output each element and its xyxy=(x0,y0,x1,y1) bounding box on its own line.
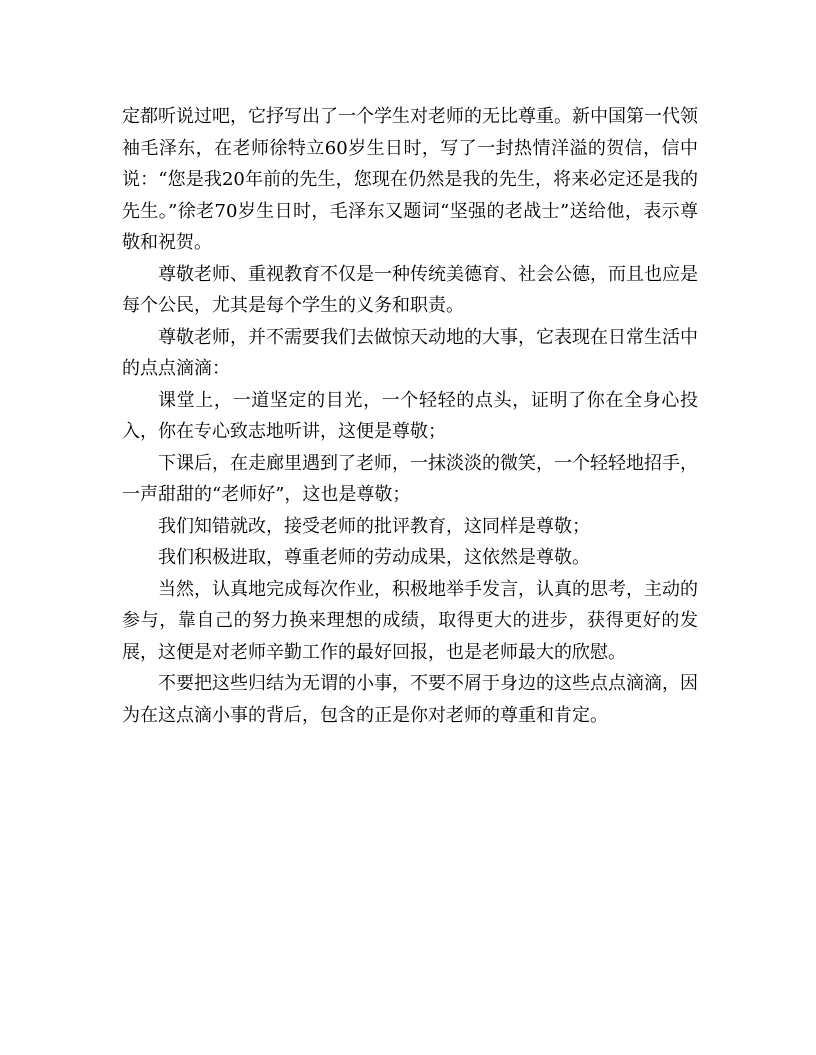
paragraph: 尊敬老师、重视教育不仅是一种传统美德育、社会公德，而且也应是每个公民，尤其是每个学生的义务和职责。 xyxy=(122,263,698,316)
paragraph: 定都听说过吧，它抒写出了一个学生对老师的无比尊重。新中国第一代领袖毛泽东，在老师徐特立60岁生日时，写了一封热情洋溢的贺信，信中说：“您是我20年前的先生，您现在仍然是我的先生，将来必定还是我的先生。”徐老70岁生日时，毛泽东又题词“坚强的老战士”送给他，表示尊敬和祝贺。 xyxy=(122,106,698,253)
paragraph: 我们知错就改，接受老师的批评教育，这同样是尊敬； xyxy=(158,515,590,537)
paragraph: 不要把这些归结为无谓的小事，不要不屑于身边的这些点点滴滴，因为在这点滴小事的背后，包含的正是你对老师的尊重和肯定。 xyxy=(122,673,698,726)
paragraph: 课堂上，一道坚定的目光，一个轻轻的点头，证明了你在全身心投入，你在专心致志地听讲，这便是尊敬； xyxy=(122,389,698,442)
document-page xyxy=(122,101,698,731)
paragraph: 当然，认真地完成每次作业，积极地举手发言，认真的思考，主动的参与，靠自己的努力换来理想的成绩，取得更大的进步，获得更好的发展，这便是对老师辛勤工作的最好回报，也是老师最大的欣慰。 xyxy=(122,578,698,663)
paragraph: 尊敬老师，并不需要我们去做惊天动地的大事，它表现在日常生活中的点点滴滴： xyxy=(122,326,698,379)
paragraph: 下课后，在走廊里遇到了老师，一抹淡淡的微笑，一个轻轻地招手，一声甜甜的“老师好”，这也是尊敬； xyxy=(122,452,698,505)
paragraph: 我们积极进取，尊重老师的劳动成果，这依然是尊敬。 xyxy=(158,547,590,568)
